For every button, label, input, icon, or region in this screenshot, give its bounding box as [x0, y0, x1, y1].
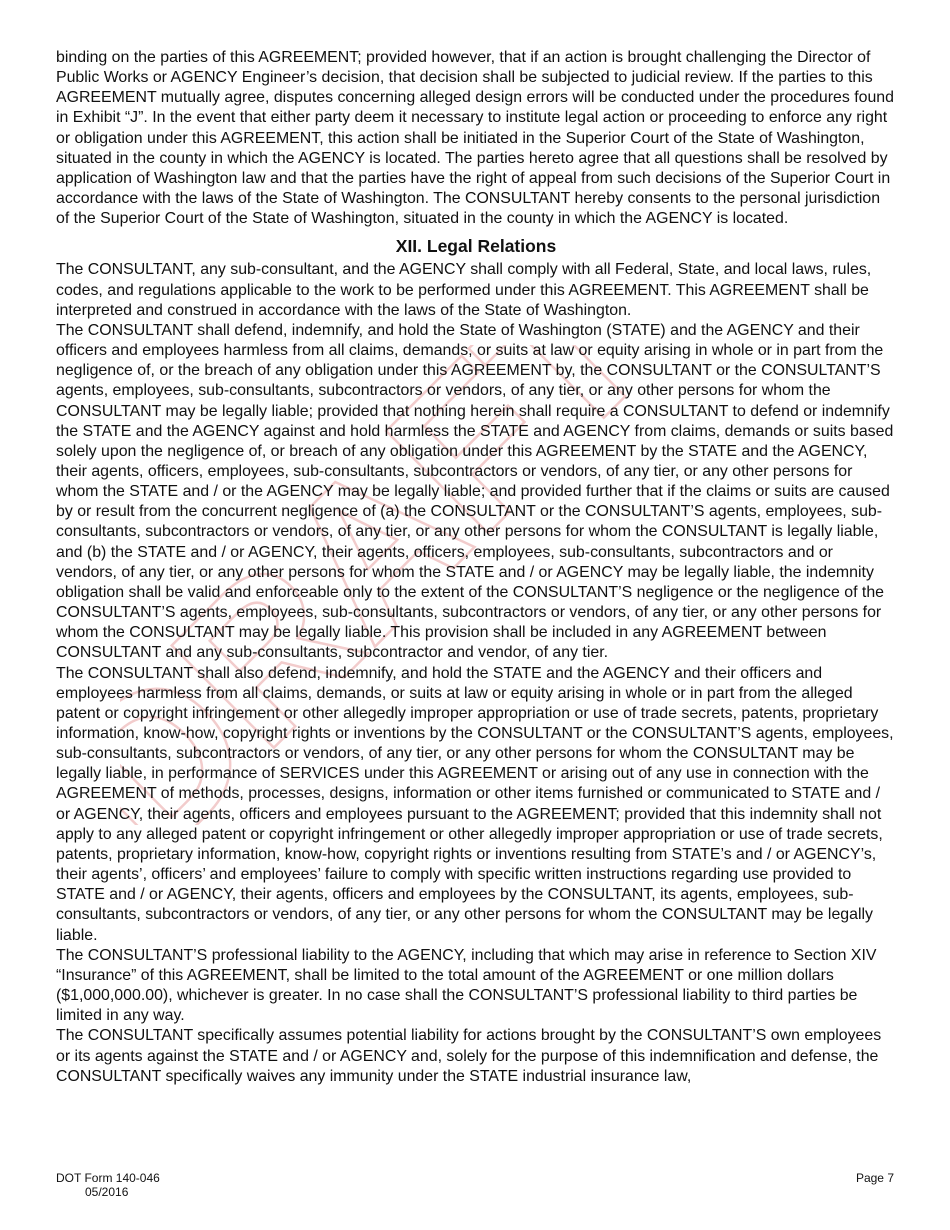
paragraph-compliance: The CONSULTANT, any sub-consultant, and the AGENCY shall comply with all Federal, State, and local laws, rules, codes, and regulations applicable to the work to be performed under this AGREEMENT. This AGREEMENT shall be interpreted and construed in accordance with the laws of the State of Washington. — [56, 261, 872, 319]
paragraph-intro: binding on the parties of this AGREEMENT; provided however, that if an action is brought challenging the Director of Public Works or AGENCY Engineer’s decision, that decision shall be subjected to judicial review. If the parties to this AGREEMENT mutually agree, disputes concerning alleged design errors will be conducted under the procedures found in Exhibit “J”. In the event that either party deem it necessary to institute legal action or proceeding to enforce any right or obligation under this AGREEMENT, this action shall be initiated in the Superior Court of the State of Washington, situated in the county in which the AGENCY is located. The parties hereto agree that all questions shall be resolved by application of Washington law and that the parties have the right of appeal from such decisions of the Superior Court in accordance with the laws of the State of Washington. The CONSULTANT hereby consents to the personal jurisdiction of the Superior Court of the State of Washington, situated in the county in which the AGENCY is located. — [56, 49, 894, 228]
footer-form-date: 05/2016 — [85, 1185, 129, 1199]
document-page — [56, 48, 896, 1087]
footer-page-number: Page 7 — [855, 1171, 894, 1185]
paragraph-immunity-waiver: The CONSULTANT specifically assumes potential liability for actions brought by the CONSULTANT’S own employees or its agents against the STATE and / or AGENCY and, solely for the purpose of this indemnification and defense, the CONSULTANT specifically waives any immunity under the STATE industrial insurance law, — [56, 1027, 882, 1085]
paragraph-patent-indemnity: The CONSULTANT shall also defend, indemnify, and hold the STATE and the AGENCY and their officers and employees harmless from all claims, demands, or suits at law or equity arising in whole or in part from the alleged patent or copyright infringement or other allegedly improper appropriation or use of trade secrets, patents, proprietary information, know-how, copyright rights or inventions by the CONSULTANT or the CONSULTANT’S agents, employees, sub-consultants, subcontractors or vendors, of any tier, or any other persons for whom the CONSULTANT may be legally liable, in performance of SERVICES under this AGREEMENT or arising out of any use in connection with the AGREEMENT of methods, processes, designs, information or other items furnished or communicated to STATE and / or AGENCY, their agents, officers and employees pursuant to the AGREEMENT; provided that this indemnity shall not apply to any alleged patent or copyright infringement or other allegedly improper appropriation or use of trade secrets, patents, proprietary information, know-how, copyright rights or inventions resulting from STATE’s and / or AGENCY’s, their agents’, officers’ and employees’ failure to comply with specific written instructions regarding use provided to STATE and / or AGENCY, their agents, officers and employees by the CONSULTANT, its agents, employees, sub-consultants, subcontractors or vendors, of any tier, or any other persons for whom the CONSULTANT may be legally liable. — [56, 664, 894, 944]
paragraph-professional-liability: The CONSULTANT’S professional liability to the AGENCY, including that which may arise in reference to Section XIV “Insurance” of this AGREEMENT, shall be limited to the total amount of the AGREEMENT or one million dollars ($1,000,000.00), whichever is greater. In no case shall the CONSULTANT’S professional liability to third parties be limited in any way. — [56, 946, 877, 1025]
footer-form-info — [56, 1171, 160, 1199]
paragraph-indemnify: The CONSULTANT shall defend, indemnify, and hold the State of Washington (STATE) and the AGENCY and their officers and employees harmless from all claims, demands, or suits at law or equity arising in whole or in part from the negligence of, or the breach of any obligation under this AGREEMENT by, the CONSULTANT or the CONSULTANT’S agents, employees, sub-consultants, subcontractors or vendors, of any tier, or any other persons for whom the CONSULTANT may be legally liable; provided that nothing herein shall require a CONSULTANT to defend or indemnify the STATE and the AGENCY against and hold harmless the STATE and AGENCY from claims, demands or suits based solely upon the negligence of, or breach of any obligation under this AGREEMENT by the STATE and the AGENCY, their agents, officers, employees, sub-consultants, subcontractors or vendors, of any tier, or any other persons for whom the STATE and / or the AGENCY may be legally liable; and provided further that if the claims or suits are caused by or result from the concurrent negligence of (a) the CONSULTANT or the CONSULTANT’S agents, employees, sub-consultants, subcontractors or vendors, of any tier, or any other persons for whom the CONSULTANT is legally liable, and (b) the STATE and / or AGENCY, their agents, officers, employees, sub-consultants, subcontractors and or vendors, of any tier, or any other persons for whom the STATE and / or AGENCY may be legally liable, the indemnity obligation shall be valid and enforceable only to the extent of the CONSULTANT’S negligence or the negligence of the CONSULTANT’S agents, employees, sub-consultants, subcontractors or vendors, of any tier, or any other persons for whom the CONSULTANT may be legally liable. This provision shall be included in any AGREEMENT between CONSULTANT and any sub-consultants, subcontractor and vendor, of any tier. — [56, 321, 894, 662]
section-heading: XII. Legal Relations — [395, 236, 557, 257]
footer-form-number: DOT Form 140-046 — [56, 1171, 160, 1185]
watermark-text: DRAFT — [120, 345, 640, 825]
